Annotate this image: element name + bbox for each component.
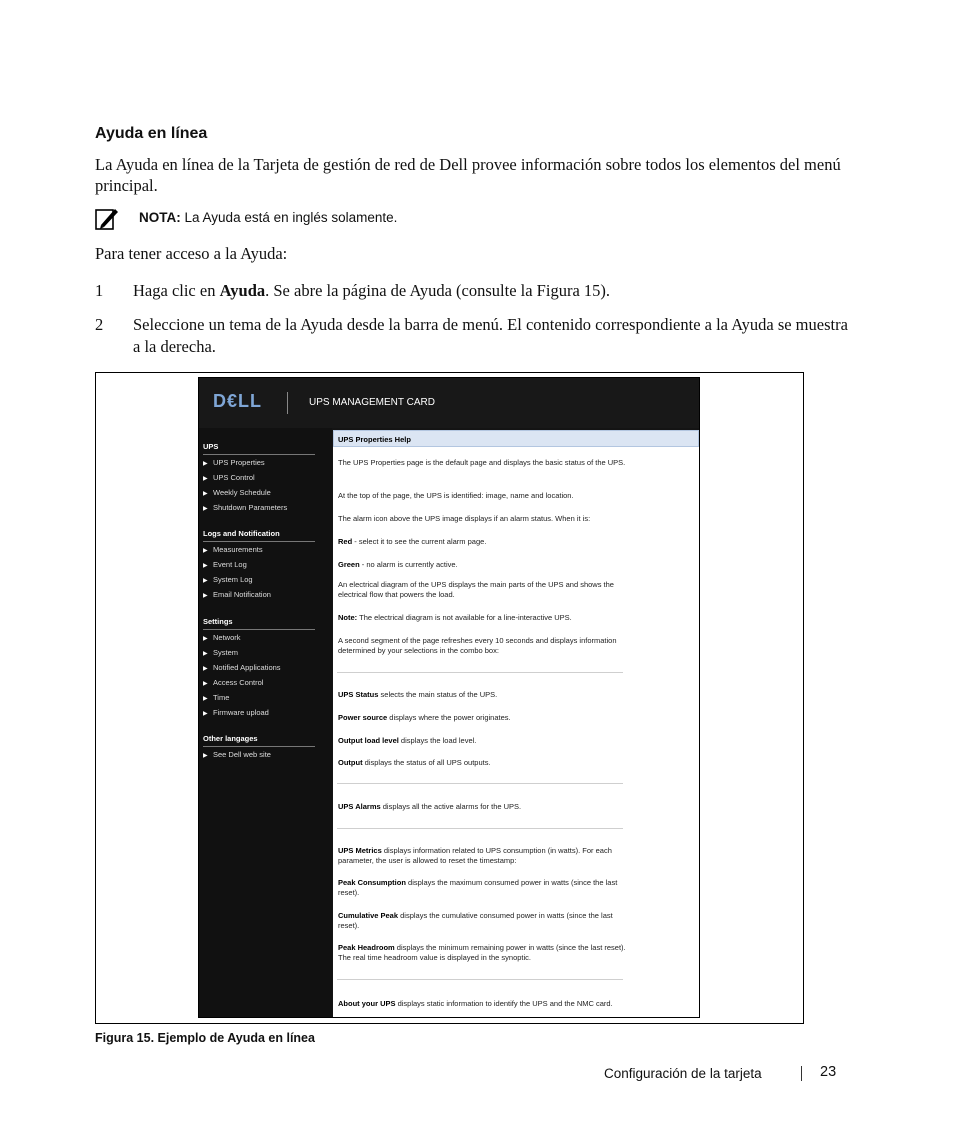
note-pencil-icon <box>95 207 119 231</box>
sidebar-item-label: Shutdown Parameters <box>213 503 288 512</box>
step-1 <box>95 280 865 304</box>
help-term: Peak Headroom <box>338 943 395 952</box>
sidebar-item-label: UPS Control <box>213 473 255 482</box>
help-term: UPS Metrics <box>338 846 382 855</box>
arrow-right-icon: ▶ <box>203 476 208 482</box>
help-divider <box>337 828 623 829</box>
help-text: The UPS Properties page is the default page and displays the basic status of the UPS. <box>338 458 626 467</box>
help-text: displays the cumulative consumed power in watts (since the last reset). <box>338 911 613 930</box>
help-text: selects the main status of the UPS. <box>378 690 498 699</box>
help-divider <box>337 672 623 673</box>
help-paragraph <box>338 758 628 768</box>
arrow-right-icon: ▶ <box>203 696 208 702</box>
arrow-right-icon: ▶ <box>203 593 208 599</box>
step-text <box>133 280 853 302</box>
sidebar-item-label: System <box>213 648 239 657</box>
sidebar-item[interactable] <box>203 545 263 554</box>
help-term: Cumulative Peak <box>338 911 399 920</box>
help-term: Red <box>338 537 353 546</box>
step-text: Seleccione un tema de la Ayuda desde la barra de menú. El contenido correspondiente a la Ayuda se muestra a la derecha. <box>133 315 848 356</box>
sidebar-item-label: Access Control <box>213 678 264 687</box>
help-paragraph <box>338 736 628 746</box>
sidebar-group-0: UPS <box>203 442 315 455</box>
help-text: displays where the power originates. <box>387 713 511 722</box>
intro-paragraph: La Ayuda en línea de la Tarjeta de gestión de red de Dell provee información sobre todos los elementos del menú principal. <box>95 155 841 195</box>
help-paragraph <box>338 878 628 898</box>
help-term: Note: <box>338 613 358 622</box>
help-paragraph <box>338 537 628 547</box>
step-1-post: . Se abre la página de Ayuda (consulte la Figura 15). <box>265 281 611 300</box>
arrow-right-icon: ▶ <box>203 578 208 584</box>
note-body: La Ayuda está en inglés solamente. <box>184 210 398 225</box>
help-text: An electrical diagram of the UPS displays the main parts of the UPS and shows the electrical flow that powers the load. <box>338 580 614 599</box>
help-paragraph <box>338 911 628 931</box>
arrow-right-icon: ▶ <box>203 711 208 717</box>
sidebar-item[interactable] <box>203 458 265 467</box>
dell-logo[interactable]: D€LL <box>213 391 262 411</box>
help-text: At the top of the page, the UPS is identified: image, name and location. <box>338 491 574 500</box>
access-paragraph: Para tener acceso a la Ayuda: <box>95 244 288 263</box>
help-paragraph <box>338 458 628 468</box>
sidebar-item[interactable] <box>203 678 263 687</box>
sidebar-item[interactable] <box>203 648 238 657</box>
help-paragraph <box>338 613 628 623</box>
sidebar-item-label: Measurements <box>213 545 263 554</box>
sidebar-item-label: See Dell web site <box>213 750 271 759</box>
app-title: UPS MANAGEMENT CARD <box>309 397 435 408</box>
sidebar-item[interactable] <box>203 560 247 569</box>
help-text: displays the status of all UPS outputs. <box>362 758 491 767</box>
footer-divider <box>801 1066 802 1081</box>
help-paragraph <box>338 560 628 570</box>
help-text: A second segment of the page refreshes every 10 seconds and displays information determined by your selections in the combo box: <box>338 636 617 655</box>
sidebar-item-label: System Log <box>213 575 253 584</box>
sidebar-group-2: Settings <box>203 617 315 630</box>
help-term: About your UPS <box>338 999 396 1008</box>
help-paragraph <box>338 580 628 600</box>
sidebar-item-label: Firmware upload <box>213 708 269 717</box>
help-term: Peak Consumption <box>338 878 406 887</box>
sidebar-item-label: Notified Applications <box>213 663 281 672</box>
step-2 <box>95 314 865 360</box>
note-box <box>95 207 855 233</box>
help-text: - select it to see the current alarm page. <box>352 537 487 546</box>
help-divider <box>337 783 623 784</box>
sidebar-nav <box>199 428 332 1018</box>
help-text: The alarm icon above the UPS image displays if an alarm status. When it is: <box>338 514 591 523</box>
sidebar-item[interactable] <box>203 693 229 702</box>
help-paragraph <box>338 690 628 700</box>
help-term: Green <box>338 560 360 569</box>
sidebar-item[interactable] <box>203 503 287 512</box>
help-text: The electrical diagram is not available for a line-interactive UPS. <box>357 613 572 622</box>
help-text: displays information related to UPS consumption (in watts). For each parameter, the user is allowed to reset the timestamp: <box>338 846 612 865</box>
help-text: - no alarm is currently active. <box>359 560 458 569</box>
arrow-right-icon: ▶ <box>203 506 208 512</box>
step-number: 1 <box>95 281 104 300</box>
sidebar-group-3: Other langages <box>203 734 315 747</box>
sidebar-item-label: Event Log <box>213 560 247 569</box>
help-content <box>333 430 699 1018</box>
help-text: displays the load level. <box>398 736 477 745</box>
header-divider <box>287 392 288 414</box>
note-text <box>139 210 397 225</box>
help-divider <box>337 979 623 980</box>
sidebar-item[interactable] <box>203 590 271 599</box>
help-text: displays the minimum remaining power in watts (since the last reset). The real time headroom value is displayed in the synoptic. <box>338 943 626 962</box>
arrow-right-icon: ▶ <box>203 681 208 687</box>
ups-management-screenshot <box>198 377 700 1018</box>
figure-caption: Figura 15. Ejemplo de Ayuda en línea <box>95 1031 315 1045</box>
arrow-right-icon: ▶ <box>203 491 208 497</box>
help-term: Output load level <box>338 736 399 745</box>
note-label: NOTA: <box>139 210 181 225</box>
section-heading: Ayuda en línea <box>95 125 208 142</box>
sidebar-group-1: Logs and Notification <box>203 529 315 542</box>
help-paragraph <box>338 999 628 1009</box>
help-paragraph <box>338 636 628 656</box>
sidebar-item-label: Network <box>213 633 241 642</box>
step-1-pre: Haga clic en <box>133 281 220 300</box>
sidebar-item-label: Time <box>213 693 230 702</box>
arrow-right-icon: ▶ <box>203 461 208 467</box>
help-term: Power source <box>338 713 388 722</box>
step-number: 2 <box>95 315 104 334</box>
arrow-right-icon: ▶ <box>203 636 208 642</box>
step-1-bold: Ayuda <box>219 281 266 300</box>
arrow-right-icon: ▶ <box>203 548 208 554</box>
app-header <box>199 378 700 428</box>
help-paragraph <box>338 846 628 866</box>
sidebar-item-label: Weekly Schedule <box>213 488 271 497</box>
sidebar-item[interactable] <box>203 750 271 759</box>
help-term: UPS Status <box>338 690 379 699</box>
help-term: UPS Alarms <box>338 802 381 811</box>
sidebar-item[interactable] <box>203 708 269 717</box>
help-title: UPS Properties Help <box>333 430 699 447</box>
arrow-right-icon: ▶ <box>203 753 208 759</box>
sidebar-item[interactable] <box>203 663 281 672</box>
sidebar-item[interactable] <box>203 488 271 497</box>
help-term: Output <box>338 758 363 767</box>
help-paragraph <box>338 514 628 524</box>
sidebar-item[interactable] <box>203 473 255 482</box>
arrow-right-icon: ▶ <box>203 563 208 569</box>
help-text: displays all the active alarms for the UPS. <box>380 802 522 811</box>
page-number: 23 <box>820 1064 837 1080</box>
help-text: displays static information to identify the UPS and the NMC card. <box>395 999 613 1008</box>
arrow-right-icon: ▶ <box>203 651 208 657</box>
footer-section: Configuración de la tarjeta <box>604 1066 762 1081</box>
sidebar-item[interactable] <box>203 633 241 642</box>
sidebar-item-label: UPS Properties <box>213 458 265 467</box>
sidebar-item[interactable] <box>203 575 253 584</box>
help-text: displays the maximum consumed power in watts (since the last reset). <box>338 878 618 897</box>
help-paragraph <box>338 491 628 501</box>
arrow-right-icon: ▶ <box>203 666 208 672</box>
help-paragraph <box>338 943 628 963</box>
sidebar-item-label: Email Notification <box>213 590 271 599</box>
help-paragraph <box>338 713 628 723</box>
help-paragraph <box>338 802 628 812</box>
